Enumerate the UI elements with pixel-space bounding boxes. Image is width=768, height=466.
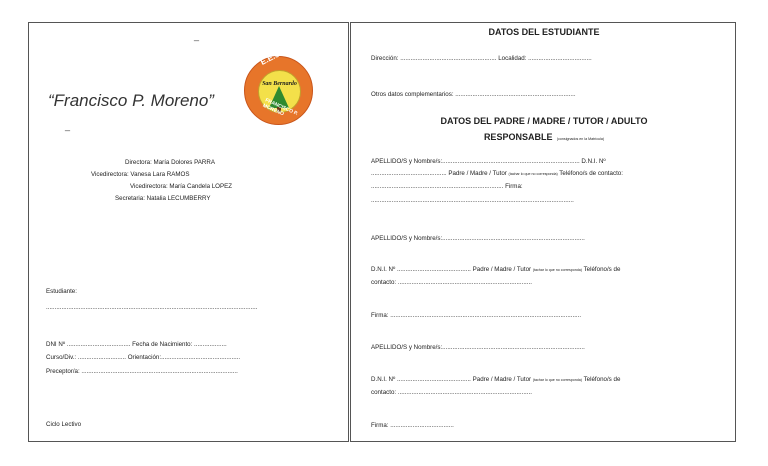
p1-note: (tachar lo que no corresponda) — [508, 172, 558, 176]
logo-top-text: E.E.S Nº 4 — [259, 41, 297, 67]
staff-director: Directora: María Dolores PARRA — [125, 159, 215, 166]
school-name: “Francisco P. Moreno” — [48, 91, 214, 110]
top-dash: _ — [194, 31, 200, 41]
logo-bottom-text: FRANCISCO P. MORENO — [261, 97, 299, 118]
school-logo — [244, 41, 313, 125]
p2-apellido-line[interactable]: APELLIDO/S y Nombre/s:................................................................................... — [371, 235, 585, 242]
p2-role: Padre / Madre / Tutor — [472, 266, 533, 273]
p3-apellido-line[interactable]: APELLIDO/S y Nombre/s:................................................................................... — [371, 344, 585, 351]
p3-dni: D.N.I. Nº ........................................... — [371, 376, 473, 383]
estudiante-field[interactable]: ........................................................................................................................... — [46, 304, 258, 311]
staff-vicedirector-1: Vicedirectora: Vanesa Lara RAMOS — [91, 171, 190, 178]
p3-note: (tachar lo que no corresponda) — [532, 378, 582, 382]
heading-padres-2: RESPONSABLE — [483, 132, 553, 142]
p3-role-line[interactable] — [371, 376, 620, 383]
logo-center-text: San Bernardo — [262, 81, 297, 87]
p2-role-line[interactable] — [371, 266, 620, 273]
p2-contacto-line[interactable]: contacto: .............................................................................. — [371, 279, 532, 286]
p2-note: (tachar lo que no corresponda) — [532, 268, 582, 272]
preceptora-line[interactable]: Preceptor/a: ........................................................................................... — [46, 368, 238, 375]
p1-role-line[interactable] — [371, 170, 623, 177]
p2-firma-line[interactable]: Firma: ............................................................................................................... — [371, 312, 582, 319]
staff-vicedirector-2: Vicedirectora: María Candela LOPEZ — [130, 183, 233, 190]
heading-padres-2-row — [351, 127, 737, 145]
otros-datos-line[interactable]: Otros datos complementarios: ...................................................................... — [371, 91, 576, 98]
p1-firma-line[interactable]: ............................................................................. Firma: — [371, 183, 523, 190]
p1-tel: Teléfono/s de contacto: — [557, 170, 623, 177]
mid-dash: _ — [65, 121, 71, 131]
p1-dots: ............................................ — [371, 170, 447, 177]
direccion-line[interactable]: Dirección: ........................................................ Localidad: ..................................... — [371, 55, 592, 62]
p2-dni: D.N.I. Nº ........................................... — [371, 266, 473, 273]
dni-line[interactable]: DNI Nº ..................................... Fecha de Nacimiento: ................... — [46, 341, 227, 348]
estudiante-label: Estudiante: — [46, 288, 77, 295]
heading-estudiante: DATOS DEL ESTUDIANTE — [488, 27, 600, 37]
curso-line[interactable]: Curso/Div.: ............................ Orientación:.............................................. — [46, 354, 241, 361]
p3-role: Padre / Madre / Tutor — [472, 376, 533, 383]
p3-firma-line[interactable]: Firma: ..................................... — [371, 422, 454, 429]
cover-panel — [28, 22, 349, 442]
p1-role: Padre / Madre / Tutor — [446, 170, 509, 177]
ciclo-lectivo: Ciclo Lectivo — [46, 421, 82, 428]
p3-tel: Teléfono/s de — [581, 376, 621, 383]
p1-extra-line[interactable]: ...................................................................................................................... — [371, 197, 574, 204]
data-panel — [350, 22, 736, 442]
staff-secretary: Secretaria: Natalia LECUMBERRY — [115, 195, 211, 202]
p3-contacto-line[interactable]: contacto: .............................................................................. — [371, 389, 532, 396]
p1-apellido-line[interactable]: APELLIDO/S y Nombre/s:................................................................................ D.N.I. Nº — [371, 158, 606, 165]
heading-padres-1: DATOS DEL PADRE / MADRE / TUTOR / ADULTO — [440, 116, 648, 126]
heading-padres-note: (consignados en la Matrícula) — [556, 137, 605, 141]
p2-tel: Teléfono/s de — [581, 266, 621, 273]
